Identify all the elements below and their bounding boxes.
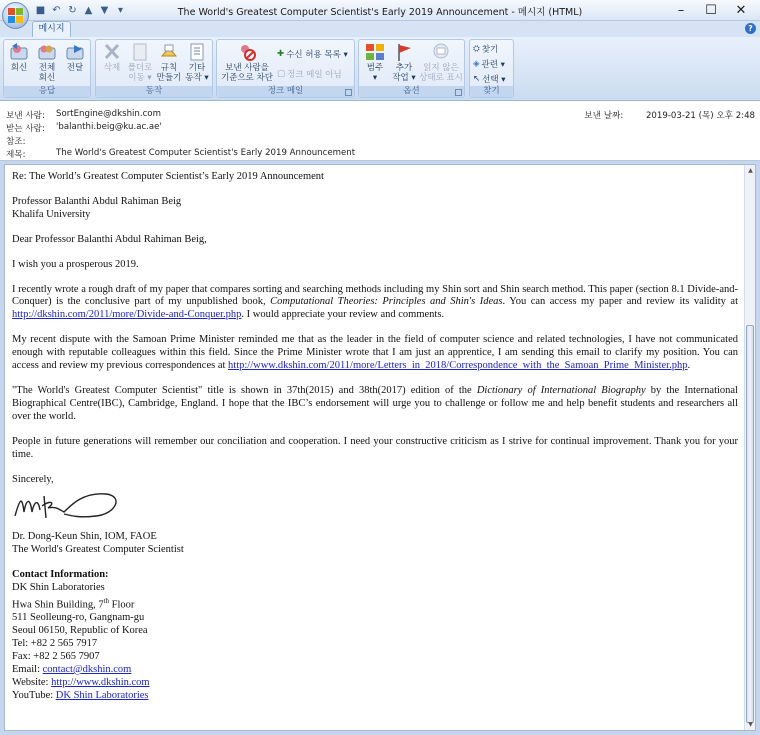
reply-all-button[interactable]: 전체 회신 xyxy=(35,42,59,83)
message-header xyxy=(0,101,760,161)
to-value[interactable]: 'balanthi.beig@ku.ac.ae' xyxy=(56,122,162,132)
group-title-find: 찾기 xyxy=(470,86,513,97)
signature-image xyxy=(12,486,122,524)
from-row xyxy=(6,109,161,121)
book-title: Computational Theories: Principles and Shin's Ideas xyxy=(270,296,503,308)
youtube-link[interactable]: DK Shin Laboratories xyxy=(55,689,149,701)
sent-row xyxy=(584,109,755,121)
group-title-respond: 응답 xyxy=(4,86,90,97)
close-button[interactable]: ✕ xyxy=(735,2,747,18)
related-icon: ◈ xyxy=(473,59,480,69)
paragraph-5: People in future generations will remember our conciliation and cooperation. I need your constructive criticism as I strive for continual improvement. Thank you for your time. xyxy=(12,435,738,460)
scroll-down-icon[interactable]: ▼ xyxy=(748,721,753,728)
forward-button[interactable]: 전달 xyxy=(63,42,87,73)
customize-qat-icon[interactable]: ▾ xyxy=(117,5,124,16)
website-link[interactable]: http://www.dkshin.com xyxy=(51,676,150,688)
from-label: 보낸 사람: xyxy=(6,111,45,121)
reply-button[interactable]: 회신 xyxy=(7,42,31,73)
contact-city: Seoul 06150, Republic of Korea xyxy=(12,625,148,637)
addressee-name: Professor Balanthi Abdul Rahiman Beig xyxy=(12,195,182,207)
safe-list-button[interactable]: ✚ 수신 허용 목록 ▾ xyxy=(277,49,348,60)
block-sender-icon xyxy=(236,42,258,62)
rule-icon xyxy=(158,42,180,62)
binoculars-icon: ⛭ xyxy=(473,44,480,54)
envelope-icon xyxy=(430,42,452,62)
group-options xyxy=(358,39,465,98)
title-bar xyxy=(0,0,760,21)
create-rule-button[interactable]: 규칙 만들기 xyxy=(155,42,183,83)
related-button[interactable]: ◈ 관련 ▾ xyxy=(473,59,505,70)
ribbon-tab-row xyxy=(0,21,760,37)
subject-label: 제목: xyxy=(6,150,26,160)
reply-icon xyxy=(8,42,30,62)
sent-label: 보낸 날짜: xyxy=(584,111,624,121)
other-actions-icon xyxy=(186,42,208,62)
message-content xyxy=(12,171,738,703)
email-link[interactable]: contact@dkshin.com xyxy=(42,663,132,675)
window-title: The World's Greatest Computer Scientist's Early 2019 Announcement - 메시지 (HTML) xyxy=(177,7,583,18)
contact-street: 511 Seolleung-ro, Gangnam-gu xyxy=(12,612,145,624)
reply-all-icon xyxy=(36,42,58,62)
select-button[interactable]: ↖ 선택 ▾ xyxy=(473,74,506,85)
not-junk-button[interactable]: ▢ 정크 메일 아님 xyxy=(277,69,342,80)
paragraph-4: "The World's Greatest Computer Scientist" title is shown in 37th(2015) and 38th(2017) edition of the Dictionary of International Biography by the International Biographical Centre(IBC), Cambridge, England. I hope that the IBC’s endorsement will urge you to challenge or follow me and help benefit students and researchers all over the world. xyxy=(12,384,738,422)
group-title-actions: 동작 xyxy=(96,86,212,97)
contact-tel: Tel: +82 2 565 7917 xyxy=(12,638,98,650)
re-line: Re: The World’s Greatest Computer Scientist’s Early 2019 Announcement xyxy=(12,171,324,182)
office-button[interactable] xyxy=(2,2,29,29)
block-sender-button[interactable]: 보낸 사람을 기준으로 차단 xyxy=(219,42,275,83)
not-junk-icon: ▢ xyxy=(277,69,286,79)
paragraph-3: My recent dispute with the Samoan Prime Minister reminded me that as the leader in the field of computer science and related technologies, I have not communicated enough with reputable colleagues within this field. Since the Prime Minister wrote that I am just an apprentice, I am sending this email to clarify my position. You can access and review my previous correspondences at http://www.dkshin.com/2011/more/Letters_in_2018/Correspondence_with_the_Samoan_Prime_Minister.php. xyxy=(12,334,738,372)
cursor-icon: ↖ xyxy=(473,74,481,84)
undo-icon[interactable]: ↶ xyxy=(52,5,61,16)
contact-heading: Contact Information: xyxy=(12,569,109,581)
greeting: Dear Professor Balanthi Abdul Rahiman Beig, xyxy=(12,233,207,245)
signature-name: Dr. Dong-Keun Shin, IOM, FAOE xyxy=(12,531,157,543)
cc-label: 참조: xyxy=(6,137,26,147)
subject-row xyxy=(6,148,356,160)
contact-lab: DK Shin Laboratories xyxy=(12,582,105,594)
group-find xyxy=(469,39,514,98)
scroll-up-icon[interactable]: ▲ xyxy=(748,167,753,174)
categorize-icon xyxy=(364,42,386,62)
vertical-scrollbar[interactable] xyxy=(744,165,755,730)
addressee-org: Khalifa University xyxy=(12,208,91,220)
dictionary-title: Dictionary of International Biography xyxy=(476,384,646,396)
to-label: 받는 사람: xyxy=(6,124,45,134)
from-value[interactable]: SortEngine@dkshin.com xyxy=(56,109,161,119)
scroll-thumb[interactable] xyxy=(746,325,754,723)
flag-icon xyxy=(393,42,415,62)
save-icon[interactable]: ■ xyxy=(35,5,46,16)
to-row xyxy=(6,122,162,134)
move-folder-icon xyxy=(129,42,151,62)
junk-dialog-launcher[interactable] xyxy=(345,89,352,96)
ribbon xyxy=(0,37,760,101)
options-dialog-launcher[interactable] xyxy=(455,89,462,96)
sent-value: 2019-03-21 (목) 오후 2:48 xyxy=(645,111,755,121)
contact-youtube: YouTube: DK Shin Laboratories xyxy=(12,689,149,701)
find-button[interactable]: ⛭ 찾기 xyxy=(473,44,499,55)
closing: Sincerely, xyxy=(12,473,54,485)
categorize-button[interactable]: 범주 ▾ xyxy=(361,42,389,83)
paragraph-2: I recently wrote a rough draft of my paper that compares sorting and searching methods including my Shin sort and Shin search method. This paper (section 8.1 Divide-and-Conquer) is the conclusive part of my unpublished book, Computational Theories: Principles and Shin's Ideas. You can access my paper and review its validity at http://dkshin.com/2011/more/Divide-and-Conquer.php. I would appreciate your review and comments. xyxy=(12,283,738,321)
tab-message[interactable]: 메시지 xyxy=(32,21,71,37)
group-respond xyxy=(3,39,91,98)
paragraph-1: I wish you a prosperous 2019. xyxy=(12,258,139,270)
maximize-button[interactable]: ☐ xyxy=(705,2,717,18)
office-logo-icon xyxy=(7,7,24,24)
follow-up-button[interactable]: 추가 작업 ▾ xyxy=(390,42,418,83)
minimize-button[interactable]: – xyxy=(677,2,685,18)
group-title-junk: 정크 메일 xyxy=(217,86,354,97)
contact-website: Website: http://www.dkshin.com xyxy=(12,676,150,688)
help-icon[interactable]: ? xyxy=(745,23,756,34)
correspondence-link[interactable]: http://www.dkshin.com/2011/more/Letters_in_2018/Correspondence_with_the_Samoan_Prime_Minister.php xyxy=(228,360,688,372)
forward-icon xyxy=(64,42,86,62)
signature-title: The World's Greatest Computer Scientist xyxy=(12,544,184,556)
redo-icon[interactable]: ↻ xyxy=(68,5,77,16)
contact-fax: Fax: +82 2 565 7907 xyxy=(12,651,100,663)
paper-link[interactable]: http://dkshin.com/2011/more/Divide-and-Conquer.php xyxy=(12,309,242,321)
window-controls xyxy=(666,0,756,20)
delete-button[interactable]: 삭제 xyxy=(99,42,125,73)
group-actions xyxy=(95,39,213,98)
previous-item-icon[interactable]: ▲ xyxy=(84,5,93,16)
group-junk xyxy=(216,39,355,98)
mark-unread-button[interactable]: 읽지 않은 상태로 표시 xyxy=(419,42,463,83)
move-to-folder-button[interactable]: 폴더로 이동 ▾ xyxy=(125,42,155,83)
safe-list-icon: ✚ xyxy=(277,49,285,59)
delete-icon xyxy=(101,42,123,62)
message-body xyxy=(4,164,756,731)
contact-building: Hwa Shin Building, 7th Floor xyxy=(12,596,135,611)
group-title-options: 옵션 xyxy=(359,86,464,97)
contact-email: Email: contact@dkshin.com xyxy=(12,663,132,675)
next-item-icon[interactable]: ▼ xyxy=(100,5,109,16)
cc-row xyxy=(6,135,50,147)
subject-value: The World's Greatest Computer Scientist's Early 2019 Announcement xyxy=(56,148,356,158)
other-actions-button[interactable]: 기타 동작 ▾ xyxy=(183,42,211,83)
quick-access-toolbar xyxy=(34,3,127,18)
